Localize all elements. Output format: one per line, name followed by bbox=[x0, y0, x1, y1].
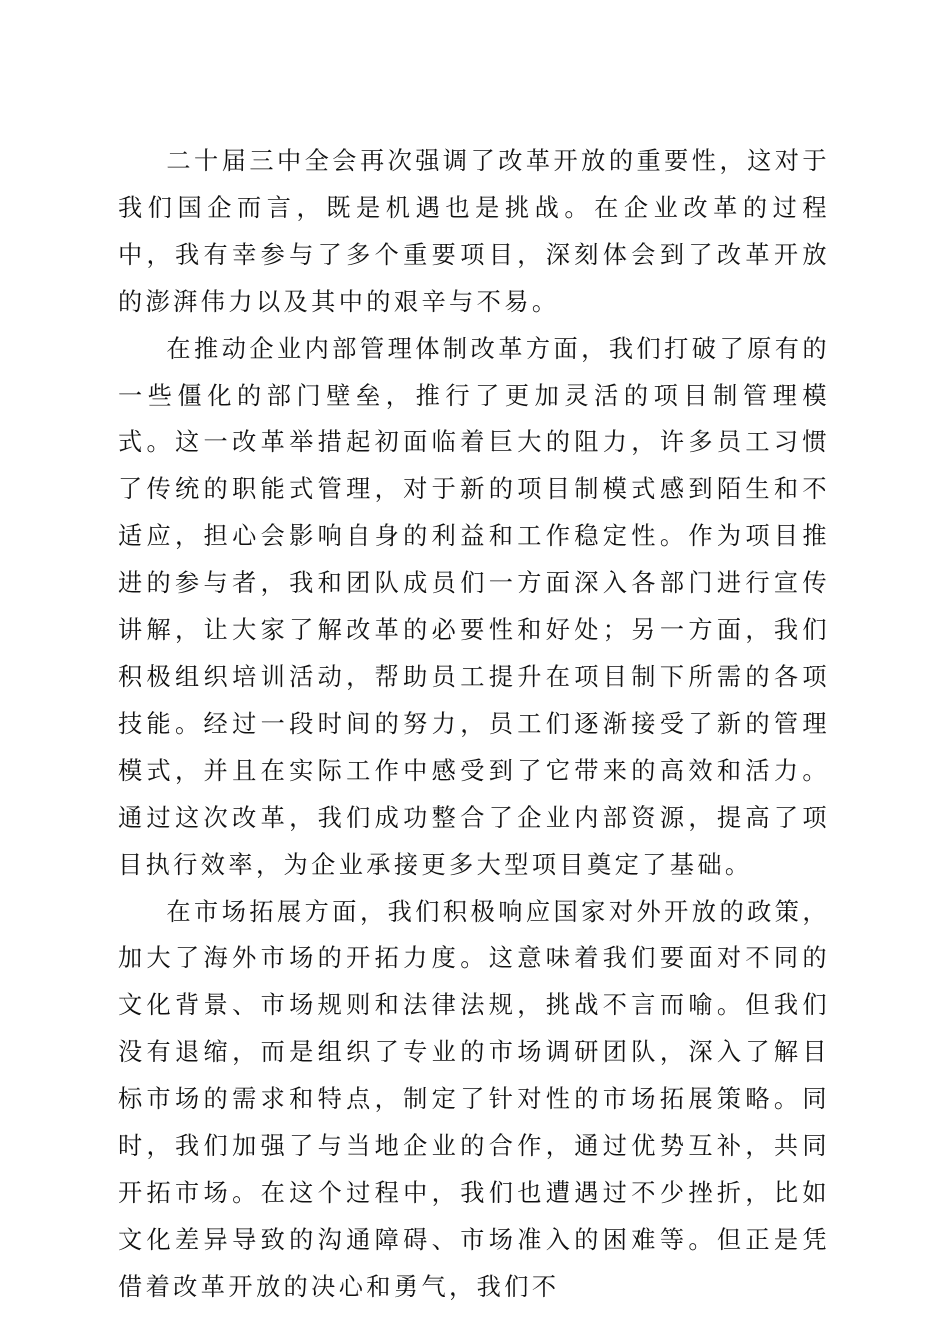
document-body bbox=[118, 138, 830, 1311]
paragraph-3: 在市场拓展方面，我们积极响应国家对外开放的政策，加大了海外市场的开拓力度。这意味着我们要面对不同的文化背景、市场规则和法律法规，挑战不言而喻。但我们没有退缩，而是组织了专业的市场调研团队，深入了解目标市场的需求和特点，制定了针对性的市场拓展策略。同时，我们加强了与当地企业的合作，通过优势互补，共同开拓市场。在这个过程中，我们也遭遇过不少挫折，比如文化差异导致的沟通障碍、市场准入的困难等。但正是凭借着改革开放的决心和勇气，我们不 bbox=[118, 897, 830, 1301]
paragraph-1: 二十届三中全会再次强调了改革开放的重要性，这对于我们国企而言，既是机遇也是挑战。在企业改革的过程中，我有幸参与了多个重要项目，深刻体会到了改革开放的澎湃伟力以及其中的艰辛与不易。 bbox=[118, 147, 830, 316]
paragraph-2: 在推动企业内部管理体制改革方面，我们打破了原有的一些僵化的部门壁垒，推行了更加灵活的项目制管理模式。这一改革举措起初面临着巨大的阻力，许多员工习惯了传统的职能式管理，对于新的项目制模式感到陌生和不适应，担心会影响自身的利益和工作稳定性。作为项目推进的参与者，我和团队成员们一方面深入各部门进行宣传讲解，让大家了解改革的必要性和好处；另一方面，我们积极组织培训活动，帮助员工提升在项目制下所需的各项技能。经过一段时间的努力，员工们逐渐接受了新的管理模式，并且在实际工作中感受到了它带来的高效和活力。通过这次改革，我们成功整合了企业内部资源，提高了项目执行效率，为企业承接更多大型项目奠定了基础。 bbox=[118, 334, 830, 879]
